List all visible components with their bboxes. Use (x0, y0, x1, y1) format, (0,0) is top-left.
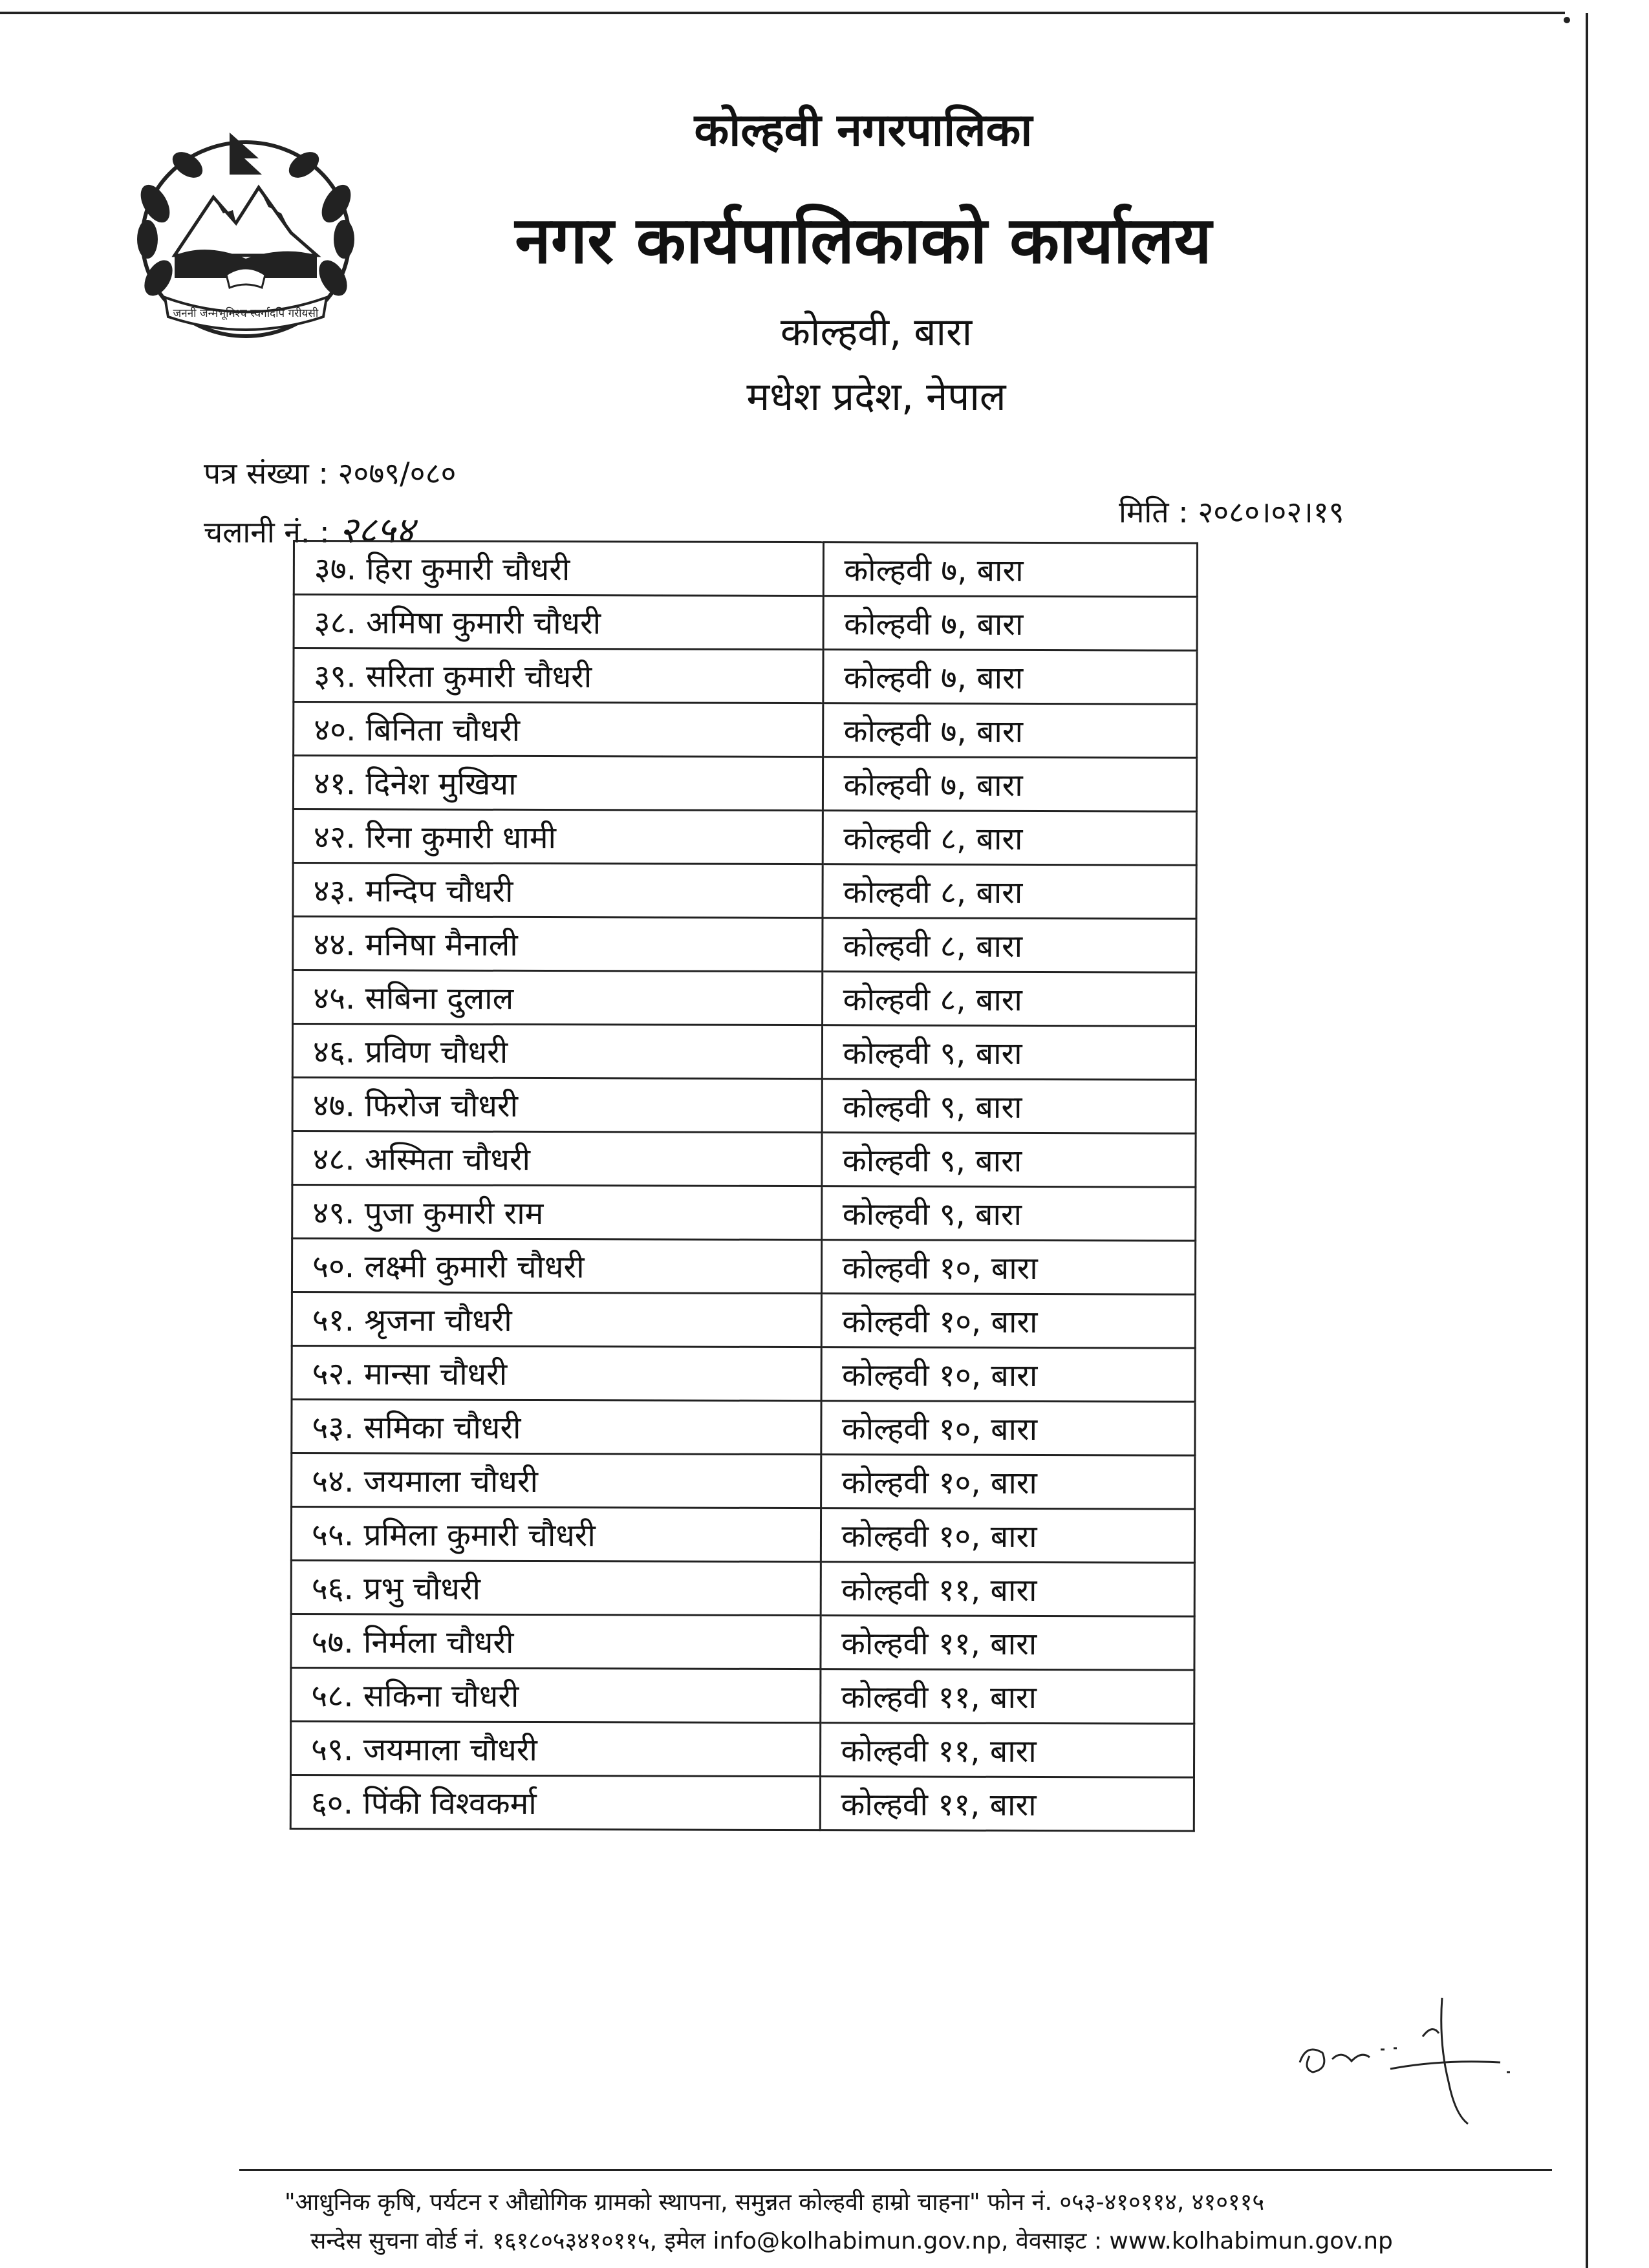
recipient-address-cell: कोल्हवी १०, बारा (821, 1401, 1195, 1456)
table-row (294, 595, 1197, 651)
recipient-name-cell: ५५. प्रमिला कुमारी चौधरी (291, 1506, 821, 1561)
recipient-address-cell: कोल्हवी ११, बारा (821, 1723, 1194, 1778)
table-row (292, 1292, 1195, 1349)
footer-email: इमेल info@kolhabimun.gov.np, (664, 2228, 1009, 2254)
recipient-name-cell: ४७. फिरोज चौधरी (292, 1078, 823, 1133)
recipient-address-cell: कोल्हवी १०, बारा (822, 1240, 1196, 1295)
recipient-address-cell: कोल्हवी ११, बारा (821, 1669, 1194, 1724)
recipient-name-cell: ५८. सकिना चौधरी (291, 1667, 821, 1722)
recipient-address-cell: कोल्हवी ९, बारा (823, 1079, 1196, 1134)
table-row (292, 1131, 1196, 1188)
corner-mark (1564, 17, 1570, 23)
table-row (292, 1399, 1195, 1455)
recipient-address-cell: कोल्हवी ११, बारा (821, 1616, 1194, 1671)
table-row (292, 1078, 1196, 1134)
table-row (291, 1667, 1194, 1724)
recipient-address-cell: कोल्हवी १०, बारा (821, 1455, 1195, 1510)
recipient-address-cell: कोल्हवी ११, बारा (821, 1562, 1195, 1617)
footer-phone: फोन नं. ०५३-४१०११४, ४१०११५ (987, 2189, 1265, 2216)
recipient-name-cell: ५३. समिका चौधरी (292, 1399, 822, 1454)
recipient-name-cell: ४३. मन्दिप चौधरी (293, 863, 823, 918)
table-row (292, 1185, 1196, 1241)
recipient-name-cell: ४९. पुजा कुमारी राम (292, 1185, 823, 1240)
recipient-name-cell: ५७. निर्मला चौधरी (291, 1614, 821, 1669)
recipient-address-cell: कोल्हवी ११, बारा (821, 1777, 1194, 1832)
table-row (290, 1721, 1194, 1777)
table-row (293, 809, 1196, 866)
recipient-name-cell: ४६. प्रविण चौधरी (292, 1024, 823, 1079)
recipient-name-cell: ४१. दिनेश मुखिया (293, 756, 823, 811)
recipient-address-cell: कोल्हवी १०, बारा (822, 1294, 1196, 1349)
recipient-name-cell: ५०. लक्ष्मी कुमारी चौधरी (292, 1239, 822, 1294)
table-row (292, 1453, 1195, 1509)
table-row (291, 1506, 1194, 1563)
municipality-name: कोल्हवी नगरपालिका (694, 103, 1033, 156)
recipient-address-cell: कोल्हवी ९, बारा (823, 1025, 1196, 1080)
table-row (291, 1560, 1194, 1616)
table-row (293, 756, 1196, 812)
recipient-address-cell: कोल्हवी ७, बारा (823, 757, 1197, 812)
table-row (291, 1614, 1194, 1670)
recipient-name-cell: ४५. सबिना दुलाल (293, 970, 823, 1025)
footer-line-1 (285, 2185, 1264, 2217)
recipient-table (290, 540, 1198, 1832)
table-row (292, 1024, 1196, 1080)
table-row (292, 1239, 1195, 1295)
table-row (294, 702, 1197, 758)
recipient-table-body (290, 541, 1197, 1832)
recipient-address-cell: कोल्हवी ८, बारा (823, 864, 1196, 919)
recipient-name-cell: ५२. मान्सा चौधरी (292, 1345, 822, 1400)
recipient-name-cell: ५६. प्रभु चौधरी (291, 1560, 821, 1615)
recipient-name-cell: ३८. अमिषा कुमारी चौधरी (294, 595, 824, 650)
table-row (293, 970, 1196, 1027)
recipient-address-cell: कोल्हवी ८, बारा (823, 972, 1196, 1027)
dispatch-number-label: चलानी नं. : (204, 515, 330, 550)
date-label: मिति : (1119, 495, 1189, 530)
recipient-name-cell: ५१. श्रृजना चौधरी (292, 1292, 822, 1347)
recipient-name-cell: ६०. पिंकी विश्वकर्मा (290, 1775, 821, 1830)
table-row (294, 541, 1197, 597)
office-title: नगर कार्यपालिकाको कार्यालय (515, 202, 1212, 278)
recipient-name-cell: ३९. सरिता कुमारी चौधरी (294, 648, 824, 703)
office-location-province: मधेश प्रदेश, नेपाल (746, 374, 1006, 420)
recipient-address-cell: कोल्हवी ९, बारा (822, 1186, 1196, 1241)
recipient-address-cell: कोल्हवी ७, बारा (823, 703, 1197, 758)
signature-mark (1293, 1985, 1539, 2127)
office-location-city: कोल्हवी, बारा (780, 310, 973, 355)
letter-number-line (204, 453, 456, 493)
top-border-line (0, 12, 1565, 14)
table-row (293, 917, 1196, 973)
recipient-address-cell: कोल्हवी ७, बारा (823, 650, 1197, 705)
recipient-name-cell: ४८. अस्मिता चौधरी (292, 1131, 823, 1186)
recipient-name-cell: ४२. रिना कुमारी धामी (293, 809, 823, 864)
date-value: २०८०।०२।१९ (1198, 495, 1344, 530)
date-line (1119, 491, 1344, 531)
recipient-address-cell: कोल्हवी ७, बारा (824, 596, 1198, 651)
table-row (292, 1345, 1195, 1402)
recipient-name-cell: ५९. जयमाला चौधरी (290, 1721, 821, 1776)
recipient-address-cell: कोल्हवी १०, बारा (822, 1347, 1196, 1402)
recipient-name-cell: ४०. बिनिता चौधरी (294, 702, 824, 757)
footer-slogan: "आधुनिक कृषि, पर्यटन र औद्योगिक ग्रामको स्थापना, समुन्नत कोल्हवी हाम्रो चाहना" (285, 2189, 980, 2216)
letter-number-label: पत्र संख्या : (204, 456, 329, 491)
letter-number-value: २०७९/०८० (338, 456, 457, 491)
emblem-motto: जननी जन्मभूमिश्च स्वर्गादपि गरीयसी (173, 307, 319, 320)
dispatch-number-value: २८५४ (339, 509, 415, 551)
recipient-address-cell: कोल्हवी ८, बारा (823, 918, 1196, 973)
footer-website: वेवसाइट : www.kolhabimun.gov.np (1015, 2228, 1393, 2254)
table-row (290, 1775, 1194, 1831)
footer-divider (239, 2169, 1552, 2171)
recipient-address-cell: कोल्हवी ९, बारा (822, 1133, 1196, 1188)
recipient-address-cell: कोल्हवी ८, बारा (823, 811, 1197, 866)
footer-line-2 (310, 2224, 1393, 2256)
recipient-name-cell: ५४. जयमाला चौधरी (292, 1453, 822, 1508)
recipient-name-cell: ३७. हिरा कुमारी चौधरी (294, 541, 824, 596)
table-row (294, 648, 1197, 705)
recipient-name-cell: ४४. मनिषा मैनाली (293, 917, 823, 972)
recipient-address-cell: कोल्हवी १०, बारा (821, 1508, 1195, 1563)
footer-notice-board: सन्देस सुचना वोर्ड नं. १६१८०५३४१०११५, (310, 2228, 658, 2254)
table-row (293, 863, 1196, 919)
recipient-address-cell: कोल्हवी ७, बारा (824, 542, 1198, 597)
